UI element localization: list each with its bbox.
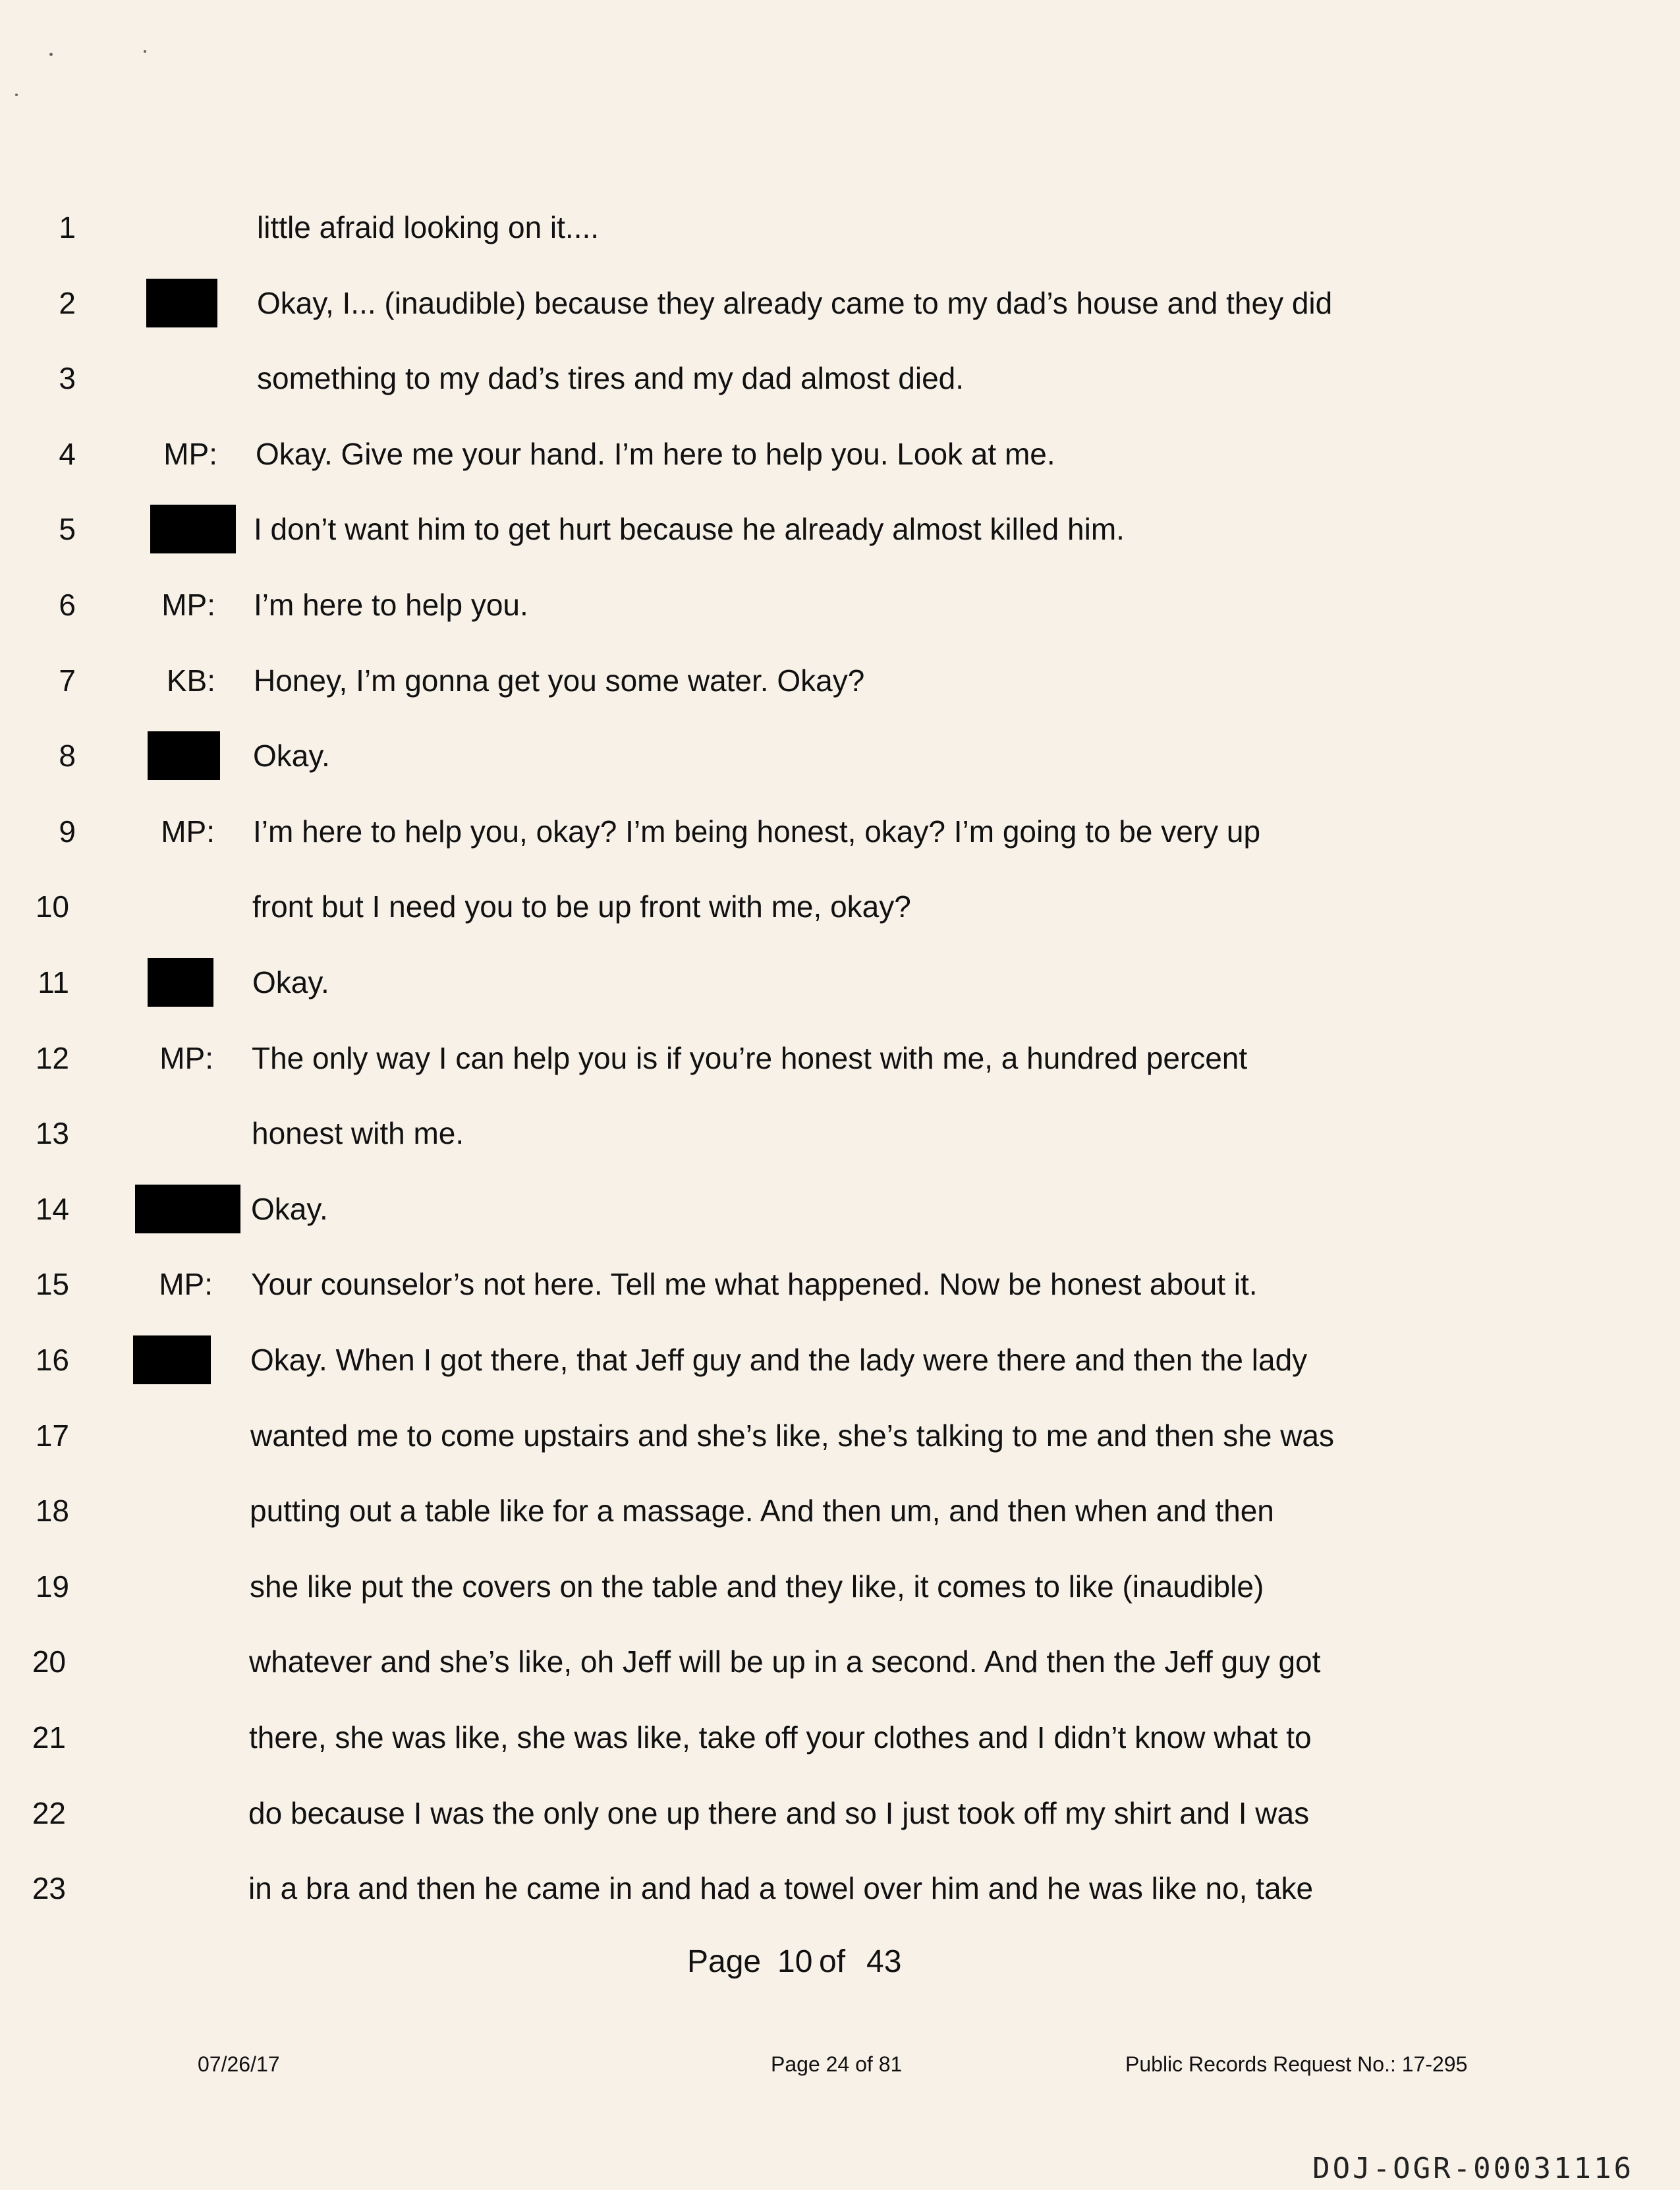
page-total: 43 xyxy=(866,1944,902,1979)
line-text: I’m here to help you. xyxy=(254,588,528,622)
redaction-box xyxy=(150,505,236,553)
transcript-line xyxy=(0,1183,1680,1235)
scan-speck xyxy=(49,53,53,56)
line-number: 18 xyxy=(35,1494,69,1529)
line-text: Okay, I... (inaudible) because they already came to my dad’s house and they did xyxy=(257,285,1333,320)
redaction-box xyxy=(133,1335,211,1384)
transcript-line xyxy=(0,729,1680,782)
line-number: 12 xyxy=(35,1040,69,1075)
line-text: front but I need you to be up front with me, okay? xyxy=(252,889,911,924)
redaction-box xyxy=(148,958,213,1007)
line-number: 6 xyxy=(59,588,76,622)
line-number: 3 xyxy=(59,361,76,396)
line-text: putting out a table like for a massage. And then um, and then when and then xyxy=(250,1494,1274,1529)
speaker-label: KB: xyxy=(166,663,215,698)
line-text: Honey, I’m gonna get you some water. Okay? xyxy=(254,663,865,698)
transcript-line xyxy=(0,1787,1680,1839)
transcript-line xyxy=(0,352,1680,405)
footer-page-count: Page 24 of 81 xyxy=(771,2052,903,2076)
speaker-label: MP: xyxy=(159,1040,213,1075)
line-number: 22 xyxy=(32,1795,66,1830)
line-number: 13 xyxy=(35,1116,69,1151)
line-number: 21 xyxy=(32,1720,66,1755)
transcript-line xyxy=(0,1032,1680,1084)
line-text: I’m here to help you, okay? I’m being honest, okay? I’m going to be very up xyxy=(253,814,1261,849)
speaker-label: MP: xyxy=(159,1267,213,1302)
line-text: The only way I can help you is if you’re honest with me, a hundred percent xyxy=(252,1040,1248,1075)
transcript-line xyxy=(0,201,1680,254)
transcript-line xyxy=(0,277,1680,329)
line-number: 9 xyxy=(59,814,76,849)
line-text: whatever and she’s like, oh Jeff will be up in a second. And then the Jeff guy got xyxy=(249,1644,1321,1679)
transcript-line xyxy=(0,578,1680,631)
transcript-line xyxy=(0,805,1680,858)
bates-stamp: DOJ-OGR-00031116 xyxy=(1312,2152,1634,2185)
line-number: 16 xyxy=(35,1343,69,1377)
line-number: 8 xyxy=(59,739,76,773)
speaker-label: MP: xyxy=(163,436,217,471)
scan-speck xyxy=(144,50,146,53)
line-number: 4 xyxy=(59,436,76,471)
transcript-line xyxy=(0,1635,1680,1688)
transcript-line xyxy=(0,1258,1680,1310)
line-text: something to my dad’s tires and my dad almost died. xyxy=(257,361,965,396)
line-number: 11 xyxy=(38,965,69,999)
line-text: wanted me to come upstairs and she’s like, she’s talking to me and then she was xyxy=(250,1418,1334,1453)
line-text: Okay. xyxy=(251,1191,328,1226)
redaction-box xyxy=(148,731,220,780)
line-text: in a bra and then he came in and had a towel over him and he was like no, take xyxy=(248,1871,1314,1906)
line-text: honest with me. xyxy=(252,1116,464,1151)
transcript-line xyxy=(0,1334,1680,1386)
line-text: do because I was the only one up there and so I just took off my shirt and I was xyxy=(248,1795,1310,1830)
line-text: Your counselor’s not here. Tell me what happened. Now be honest about it. xyxy=(251,1267,1258,1302)
line-number: 15 xyxy=(35,1267,69,1302)
line-text: she like put the covers on the table and they like, it comes to like (inaudible) xyxy=(250,1569,1264,1604)
line-text: I don’t want him to get hurt because he already almost killed him. xyxy=(254,512,1125,547)
line-number: 2 xyxy=(59,285,76,320)
transcript-line xyxy=(0,654,1680,707)
speaker-label: MP: xyxy=(161,588,215,622)
line-text: Okay. xyxy=(252,965,329,999)
line-number: 7 xyxy=(59,663,76,698)
line-number: 20 xyxy=(32,1644,66,1679)
line-number: 23 xyxy=(32,1871,66,1906)
line-number: 5 xyxy=(59,512,76,547)
line-text: little afraid looking on it.... xyxy=(257,210,600,244)
line-number: 10 xyxy=(35,889,69,924)
redaction-box xyxy=(135,1185,240,1233)
scan-speck xyxy=(15,94,18,96)
line-number: 19 xyxy=(35,1569,69,1604)
transcript-line xyxy=(0,880,1680,933)
line-number: 14 xyxy=(35,1191,69,1226)
line-text: Okay. When I got there, that Jeff guy and the lady were there and then the lady xyxy=(250,1343,1308,1377)
footer-records-request: Public Records Request No.: 17-295 xyxy=(1125,2052,1468,2076)
footer-date: 07/26/17 xyxy=(198,2052,280,2076)
transcript-line xyxy=(0,1107,1680,1160)
transcript-line xyxy=(0,1711,1680,1764)
page-current: 10 xyxy=(777,1944,813,1979)
line-text: Okay. xyxy=(253,739,330,773)
line-text: Okay. Give me your hand. I’m here to help you. Look at me. xyxy=(256,436,1055,471)
transcript-line xyxy=(0,1484,1680,1537)
line-text: there, she was like, she was like, take off your clothes and I didn’t know what to xyxy=(249,1720,1312,1755)
line-number: 17 xyxy=(35,1418,69,1453)
transcript-line xyxy=(0,1862,1680,1915)
transcript-line xyxy=(0,428,1680,480)
transcript-line xyxy=(0,1409,1680,1462)
transcript-line xyxy=(0,956,1680,1009)
page-prefix: Page xyxy=(687,1944,762,1979)
speaker-label: MP: xyxy=(161,814,215,849)
line-number: 1 xyxy=(59,210,76,244)
redaction-box xyxy=(146,279,217,327)
transcript-line xyxy=(0,503,1680,555)
page-of: of xyxy=(819,1944,846,1979)
transcript-line xyxy=(0,1560,1680,1613)
